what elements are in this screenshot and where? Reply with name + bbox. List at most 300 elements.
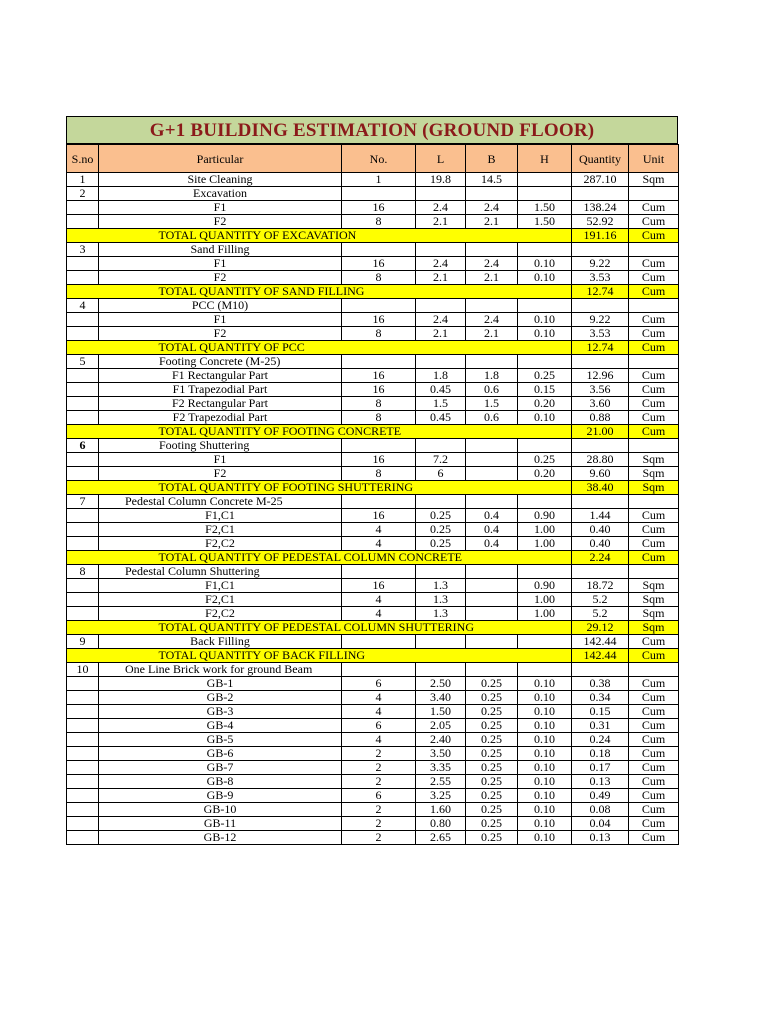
cell-l [416,439,466,453]
cell-h: 0.25 [518,453,572,467]
cell-particular: Pedestal Column Concrete M-25 [99,495,342,509]
cell-sno [67,215,99,229]
cell-particular: F1,C1 [99,509,342,523]
cell-sno [67,607,99,621]
table-row [67,411,679,425]
cell-b: 0.4 [466,537,518,551]
cell-particular: F1 Trapezodial Part [99,383,342,397]
cell-unit: Cum [629,257,679,271]
cell-quantity: 287.10 [572,173,629,187]
cell-h [518,439,572,453]
cell-unit: Sqm [629,173,679,187]
cell-sno: 3 [67,243,99,257]
cell-l: 2.4 [416,313,466,327]
cell-unit [629,243,679,257]
cell-b: 0.25 [466,831,518,845]
table-row [67,719,679,733]
cell-quantity: 1.44 [572,509,629,523]
cell-h: 0.10 [518,691,572,705]
total-unit: Cum [629,285,679,299]
cell-h [518,187,572,201]
cell-l: 2.1 [416,215,466,229]
cell-l: 2.4 [416,257,466,271]
cell-sno: 2 [67,187,99,201]
table-row [67,453,679,467]
table-row [67,173,679,187]
cell-unit: Cum [629,803,679,817]
table-row [67,817,679,831]
cell-quantity: 0.18 [572,747,629,761]
cell-b: 0.25 [466,803,518,817]
table-row [67,201,679,215]
cell-sno [67,789,99,803]
cell-b: 14.5 [466,173,518,187]
cell-sno [67,313,99,327]
cell-l: 2.1 [416,327,466,341]
table-row [67,579,679,593]
cell-sno [67,593,99,607]
cell-unit: Cum [629,719,679,733]
cell-particular: One Line Brick work for ground Beam [99,663,342,677]
table-row [67,439,679,453]
cell-unit [629,565,679,579]
table-row [67,509,679,523]
cell-quantity: 28.80 [572,453,629,467]
cell-h: 0.10 [518,789,572,803]
table-row [67,355,679,369]
cell-b [466,467,518,481]
cell-unit [629,187,679,201]
cell-quantity: 0.40 [572,537,629,551]
cell-l: 19.8 [416,173,466,187]
cell-quantity [572,565,629,579]
cell-quantity: 5.2 [572,607,629,621]
cell-no: 2 [342,775,416,789]
cell-particular: GB-5 [99,733,342,747]
cell-unit: Cum [629,677,679,691]
total-unit: Sqm [629,621,679,635]
cell-quantity: 138.24 [572,201,629,215]
table-row [67,215,679,229]
cell-l: 0.25 [416,523,466,537]
cell-l: 1.60 [416,803,466,817]
table-row [67,565,679,579]
cell-b: 0.25 [466,677,518,691]
total-quantity: 29.12 [572,621,629,635]
cell-l: 3.25 [416,789,466,803]
table-row [67,691,679,705]
cell-no [342,355,416,369]
cell-no [342,495,416,509]
cell-l: 7.2 [416,453,466,467]
cell-b: 0.6 [466,411,518,425]
cell-quantity: 12.96 [572,369,629,383]
cell-sno: 4 [67,299,99,313]
cell-no: 6 [342,677,416,691]
cell-b: 2.4 [466,201,518,215]
cell-l: 1.8 [416,369,466,383]
total-label: TOTAL QUANTITY OF PEDESTAL COLUMN CONCRETE [99,551,572,565]
cell-b [466,579,518,593]
cell-particular: GB-10 [99,803,342,817]
cell-sno [67,761,99,775]
cell-particular: F2,C2 [99,607,342,621]
total-row [67,229,679,243]
table-row [67,299,679,313]
cell-l: 2.4 [416,201,466,215]
total-unit: Cum [629,649,679,663]
cell-h [518,663,572,677]
cell-l [416,635,466,649]
cell-particular: Back Filling [99,635,342,649]
cell-particular: GB-12 [99,831,342,845]
cell-l: 0.80 [416,817,466,831]
cell-b: 0.25 [466,705,518,719]
cell-quantity [572,187,629,201]
cell-quantity: 0.13 [572,775,629,789]
header-b: B [466,145,518,173]
cell-particular: Footing Concrete (M-25) [99,355,342,369]
cell-b: 0.4 [466,509,518,523]
cell-quantity: 3.56 [572,383,629,397]
cell-no: 4 [342,607,416,621]
cell-particular: F1,C1 [99,579,342,593]
cell-particular: F1 [99,257,342,271]
cell-l: 0.45 [416,411,466,425]
total-spacer-cell [67,649,99,663]
cell-b [466,439,518,453]
cell-quantity [572,299,629,313]
total-label: TOTAL QUANTITY OF EXCAVATION [99,229,572,243]
cell-unit: Cum [629,369,679,383]
cell-l [416,355,466,369]
cell-sno: 9 [67,635,99,649]
cell-quantity: 0.04 [572,817,629,831]
total-row [67,425,679,439]
cell-sno [67,383,99,397]
cell-sno [67,453,99,467]
cell-no: 4 [342,733,416,747]
cell-quantity: 52.92 [572,215,629,229]
cell-unit: Cum [629,509,679,523]
cell-sno [67,523,99,537]
cell-no: 6 [342,789,416,803]
cell-particular: F2 [99,467,342,481]
cell-unit [629,355,679,369]
cell-no: 16 [342,383,416,397]
total-row [67,551,679,565]
cell-h: 0.10 [518,747,572,761]
cell-sno [67,257,99,271]
cell-sno: 7 [67,495,99,509]
cell-l: 3.50 [416,747,466,761]
cell-h: 0.10 [518,719,572,733]
table-row [67,187,679,201]
cell-h: 0.10 [518,705,572,719]
cell-sno [67,719,99,733]
cell-unit: Cum [629,691,679,705]
table-row [67,635,679,649]
header-h: H [518,145,572,173]
cell-particular: F2 [99,215,342,229]
cell-quantity: 0.49 [572,789,629,803]
cell-quantity: 0.31 [572,719,629,733]
cell-particular: F1 [99,201,342,215]
cell-no: 4 [342,523,416,537]
cell-particular: Site Cleaning [99,173,342,187]
cell-no [342,187,416,201]
cell-unit [629,495,679,509]
cell-no: 4 [342,593,416,607]
estimation-sheet [66,116,678,845]
cell-no: 1 [342,173,416,187]
cell-quantity [572,663,629,677]
cell-particular: F1 [99,313,342,327]
cell-unit: Cum [629,327,679,341]
header-quantity: Quantity [572,145,629,173]
cell-b: 0.25 [466,733,518,747]
cell-b: 0.25 [466,775,518,789]
cell-unit: Cum [629,523,679,537]
total-unit: Cum [629,229,679,243]
cell-unit [629,299,679,313]
cell-h: 1.50 [518,215,572,229]
cell-b: 0.6 [466,383,518,397]
total-quantity: 12.74 [572,341,629,355]
cell-quantity: 0.34 [572,691,629,705]
cell-b: 0.4 [466,523,518,537]
cell-quantity: 142.44 [572,635,629,649]
table-row [67,775,679,789]
total-spacer-cell [67,229,99,243]
cell-unit: Sqm [629,593,679,607]
total-unit: Cum [629,341,679,355]
table-row [67,327,679,341]
cell-h: 1.00 [518,537,572,551]
cell-l: 1.3 [416,607,466,621]
cell-b [466,355,518,369]
cell-no [342,663,416,677]
cell-b: 1.8 [466,369,518,383]
cell-h [518,355,572,369]
cell-no: 16 [342,313,416,327]
cell-quantity: 9.60 [572,467,629,481]
cell-unit: Cum [629,201,679,215]
cell-b: 1.5 [466,397,518,411]
header-particular: Particular [99,145,342,173]
cell-h: 0.10 [518,733,572,747]
cell-b: 2.4 [466,313,518,327]
cell-h: 1.00 [518,607,572,621]
cell-l [416,243,466,257]
cell-no: 4 [342,705,416,719]
cell-h: 0.20 [518,397,572,411]
cell-sno [67,691,99,705]
cell-b: 0.25 [466,789,518,803]
table-row [67,397,679,411]
cell-unit: Cum [629,817,679,831]
header-sno: S.no [67,145,99,173]
table-row [67,677,679,691]
cell-sno [67,327,99,341]
cell-unit [629,439,679,453]
cell-sno [67,705,99,719]
cell-unit: Cum [629,397,679,411]
total-quantity: 12.74 [572,285,629,299]
cell-quantity: 0.24 [572,733,629,747]
cell-no: 2 [342,803,416,817]
cell-particular: GB-7 [99,761,342,775]
cell-no: 16 [342,509,416,523]
cell-quantity: 9.22 [572,313,629,327]
cell-particular: F2,C1 [99,523,342,537]
cell-particular: Sand Filling [99,243,342,257]
header-no: No. [342,145,416,173]
cell-unit: Cum [629,383,679,397]
total-row [67,341,679,355]
total-spacer-cell [67,481,99,495]
cell-no: 8 [342,215,416,229]
cell-h: 0.10 [518,817,572,831]
cell-quantity: 9.22 [572,257,629,271]
cell-l [416,495,466,509]
cell-unit: Cum [629,747,679,761]
table-row [67,663,679,677]
cell-b [466,453,518,467]
total-label: TOTAL QUANTITY OF FOOTING SHUTTERING [99,481,572,495]
cell-b: 0.25 [466,691,518,705]
cell-particular: F2 Rectangular Part [99,397,342,411]
cell-particular: GB-2 [99,691,342,705]
cell-sno [67,677,99,691]
total-label: TOTAL QUANTITY OF BACK FILLING [99,649,572,663]
cell-b: 0.25 [466,817,518,831]
cell-h: 0.15 [518,383,572,397]
cell-h: 0.10 [518,761,572,775]
cell-particular: Footing Shuttering [99,439,342,453]
cell-unit: Cum [629,313,679,327]
total-quantity: 2.24 [572,551,629,565]
cell-quantity: 5.2 [572,593,629,607]
cell-particular: GB-9 [99,789,342,803]
table-row [67,369,679,383]
cell-sno [67,831,99,845]
cell-no: 16 [342,579,416,593]
cell-no: 2 [342,761,416,775]
cell-l: 1.50 [416,705,466,719]
cell-sno [67,467,99,481]
cell-unit: Cum [629,271,679,285]
cell-particular: GB-8 [99,775,342,789]
cell-h: 0.10 [518,313,572,327]
cell-quantity: 3.53 [572,327,629,341]
cell-no [342,565,416,579]
total-quantity: 191.16 [572,229,629,243]
table-row [67,495,679,509]
total-spacer-cell [67,621,99,635]
cell-unit: Cum [629,831,679,845]
table-body [67,145,679,845]
cell-quantity: 0.38 [572,677,629,691]
cell-h [518,243,572,257]
table-row [67,789,679,803]
total-row [67,649,679,663]
cell-l [416,299,466,313]
cell-h: 0.10 [518,831,572,845]
cell-b: 2.1 [466,327,518,341]
cell-h [518,299,572,313]
table-row [67,243,679,257]
cell-h: 0.20 [518,467,572,481]
cell-quantity [572,243,629,257]
cell-quantity [572,495,629,509]
cell-h: 0.10 [518,257,572,271]
cell-sno [67,747,99,761]
cell-particular: F1 [99,453,342,467]
cell-particular: Pedestal Column Shuttering [99,565,342,579]
cell-h: 0.10 [518,677,572,691]
cell-l: 2.55 [416,775,466,789]
cell-b: 2.1 [466,215,518,229]
cell-b [466,243,518,257]
cell-quantity: 18.72 [572,579,629,593]
cell-sno [67,579,99,593]
table-row [67,705,679,719]
cell-no: 4 [342,691,416,705]
cell-l [416,663,466,677]
cell-unit: Sqm [629,607,679,621]
cell-no [342,243,416,257]
cell-no: 16 [342,201,416,215]
cell-sno [67,271,99,285]
cell-particular: GB-4 [99,719,342,733]
cell-unit: Sqm [629,467,679,481]
cell-b [466,607,518,621]
cell-sno [67,775,99,789]
total-spacer-cell [67,425,99,439]
cell-l: 0.25 [416,537,466,551]
cell-l [416,565,466,579]
cell-h: 1.00 [518,523,572,537]
cell-b [466,565,518,579]
cell-b: 0.25 [466,747,518,761]
cell-particular: GB-3 [99,705,342,719]
cell-l: 2.40 [416,733,466,747]
cell-unit: Cum [629,775,679,789]
estimation-table [66,144,679,845]
cell-quantity [572,355,629,369]
cell-particular: F2 [99,327,342,341]
cell-sno [67,369,99,383]
cell-no: 8 [342,271,416,285]
cell-quantity [572,439,629,453]
table-row [67,593,679,607]
cell-sno [67,803,99,817]
cell-l: 3.35 [416,761,466,775]
cell-quantity: 0.40 [572,523,629,537]
total-quantity: 142.44 [572,649,629,663]
table-row [67,733,679,747]
cell-particular: GB-6 [99,747,342,761]
cell-no: 16 [342,257,416,271]
cell-b [466,495,518,509]
table-row [67,383,679,397]
cell-sno: 5 [67,355,99,369]
total-unit: Cum [629,425,679,439]
total-label: TOTAL QUANTITY OF SAND FILLING [99,285,572,299]
cell-h [518,495,572,509]
cell-no: 2 [342,817,416,831]
